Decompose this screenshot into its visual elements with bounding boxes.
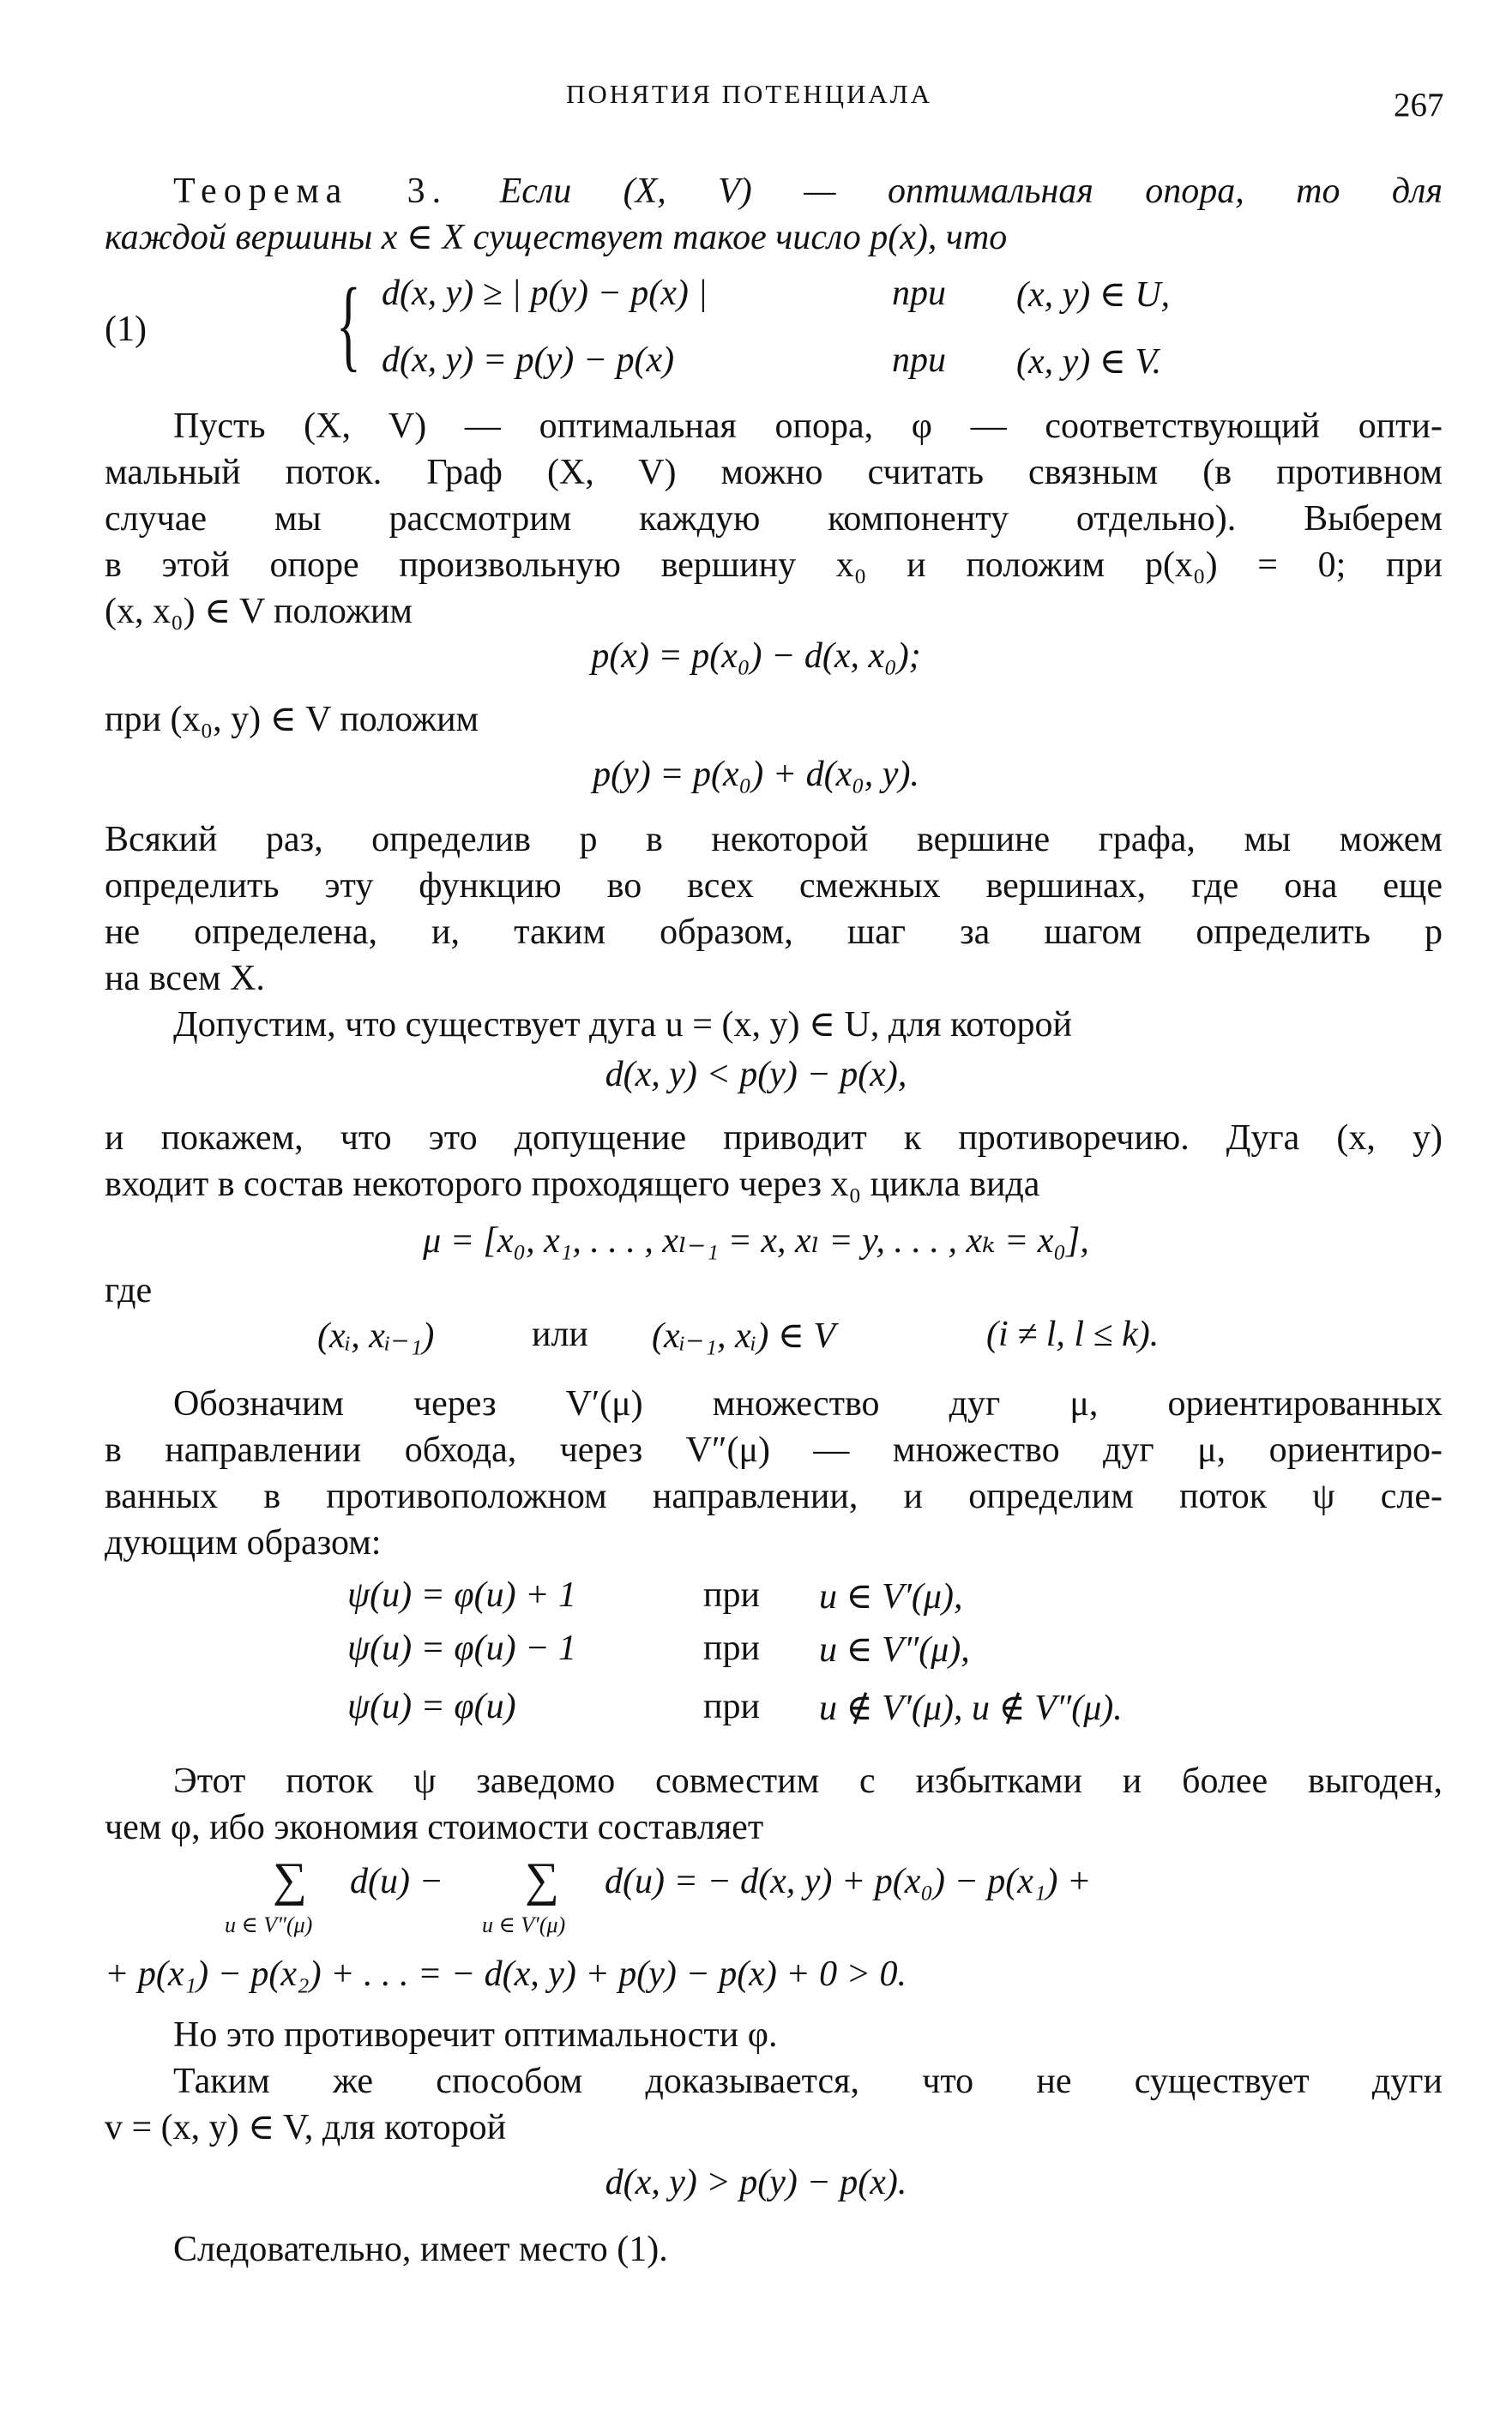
theorem-text-2: каждой вершины x ∈ X существует такое число p(x), что [105, 218, 1008, 257]
para5-line3: ванных в противоположном направлении, и определим поток ψ сле- [105, 1477, 1443, 1516]
equation-number: (1) [105, 310, 147, 349]
para2-line1: Всякий раз, определив p в некоторой вершине графа, мы можем [105, 820, 1443, 859]
sum-term1: d(u) − [350, 1862, 443, 1901]
para4-line2: входит в состав некоторого проходящего через x₀ цикла вида [105, 1165, 1040, 1204]
para8-line1: Таким же способом доказывается, что не существует дуги [173, 2062, 1443, 2101]
para4-line1: и покажем, что это допущение приводит к противоречию. Дуга (x, y) [105, 1118, 1443, 1158]
para7-line1: Но это противоречит оптимальности φ. [173, 2015, 778, 2055]
arcs-right: (xᵢ₋₁, xᵢ) ∈ V [652, 1316, 836, 1356]
psi-row2-when: при [703, 1629, 760, 1668]
sum-term2: d(u) = − d(x, y) + p(x₀) − p(x₁) + [605, 1862, 1092, 1901]
para1-line5: (x, x₀) ∈ V положим [105, 592, 413, 631]
system-row1-expr: d(x, y) ≥ | p(y) − p(x) | [382, 274, 708, 313]
equation-px: p(x) = p(x₀) − d(x, x₀); [591, 636, 921, 676]
word-where: где [105, 1271, 153, 1310]
psi-row3-cond: u ∉ V′(μ), u ∉ V″(μ). [819, 1689, 1123, 1728]
theorem-line-1 [105, 168, 1443, 214]
line-pri: при (x₀, y) ∈ V положим [105, 700, 479, 739]
psi-row3-when: при [703, 1687, 760, 1726]
sum-sub2: u ∈ V′(μ) [482, 1912, 566, 1937]
para5-line4: дующим образом: [105, 1523, 382, 1563]
para8-line2: v = (x, y) ∈ V, для которой [105, 2108, 507, 2147]
para1-line1: Пусть (X, V) — оптимальная опора, φ — соответствующий опти- [173, 407, 1443, 446]
sigma-1: ∑ [273, 1853, 307, 1906]
system-brace: { [336, 267, 361, 381]
psi-row1-cond: u ∈ V′(μ), [819, 1577, 963, 1617]
para3-line1: Допустим, что существует дуга u = (x, y) ∈ U, для которой [173, 1005, 1073, 1045]
theorem-text-1: Если (X, V) — оптимальная опора, то для [499, 172, 1443, 211]
para5-line2: в направлении обхода, через V″(μ) — множество дуг μ, ориентиро- [105, 1430, 1443, 1470]
psi-row1-when: при [703, 1575, 760, 1615]
theorem-line-2 [105, 214, 1443, 261]
para1-line4: в этой опоре произвольную вершину x₀ и положим p(x₀) = 0; при [105, 545, 1443, 585]
system-row1-cond: (x, y) ∈ U, [1016, 275, 1171, 315]
system-row2-cond: (x, y) ∈ V. [1016, 342, 1162, 382]
psi-row2-expr: ψ(u) = φ(u) − 1 [347, 1629, 576, 1668]
para2-line3: не определена, и, таким образом, шаг за шагом определить p [105, 912, 1443, 952]
sum-sub1: u ∈ V″(μ) [225, 1912, 313, 1937]
page-number: 267 [1394, 87, 1444, 123]
psi-row1-expr: ψ(u) = φ(u) + 1 [347, 1575, 576, 1615]
sum-line2: + p(x₁) − p(x₂) + . . . = − d(x, y) + p(y) − p(x) + 0 > 0. [105, 1954, 907, 1994]
para1-line3: случае мы рассмотрим каждую компоненту отдельно). Выберем [105, 499, 1443, 539]
running-header: ПОНЯТИЯ ПОТЕНЦИАЛА [566, 79, 933, 109]
para2-line2: определить эту функцию во всех смежных вершинах, где она еще [105, 866, 1443, 906]
arcs-or: или [532, 1315, 588, 1354]
equation-mu: μ = [x₀, x₁, . . . , xₗ₋₁ = x, xₗ = y, . . . , xₖ = x₀], [423, 1221, 1089, 1261]
system-row2-expr: d(x, y) = p(y) − p(x) [382, 340, 675, 380]
para1-line2: мальный поток. Граф (X, V) можно считать связным (в противном [105, 453, 1443, 492]
para6-line2: чем φ, ибо экономия стоимости составляет [105, 1808, 764, 1847]
equation-d-less: d(x, y) < p(y) − p(x), [605, 1055, 907, 1094]
psi-row3-expr: ψ(u) = φ(u) [347, 1687, 516, 1726]
para5-line1: Обозначим через V′(μ) множество дуг μ, ориентированных [173, 1384, 1443, 1424]
equation-d-greater: d(x, y) > p(y) − p(x). [605, 2163, 907, 2202]
para2-line4: на всем X. [105, 959, 265, 998]
arcs-left: (xᵢ, xᵢ₋₁) [317, 1316, 435, 1356]
system-row2-when: при [892, 340, 946, 380]
arcs-cond: (i ≠ l, l ≤ k). [986, 1315, 1160, 1354]
para6-line1: Этот поток ψ заведомо совместим с избытками и более выгоден, [173, 1762, 1443, 1801]
sigma-2: ∑ [525, 1853, 559, 1906]
theorem-label: Теорема 3. [173, 172, 449, 211]
psi-row2-cond: u ∈ V″(μ), [819, 1630, 970, 1670]
equation-py: p(y) = p(x₀) + d(x₀, y). [593, 755, 919, 794]
system-row1-when: при [892, 274, 946, 313]
conclusion: Следовательно, имеет место (1). [173, 2230, 668, 2269]
